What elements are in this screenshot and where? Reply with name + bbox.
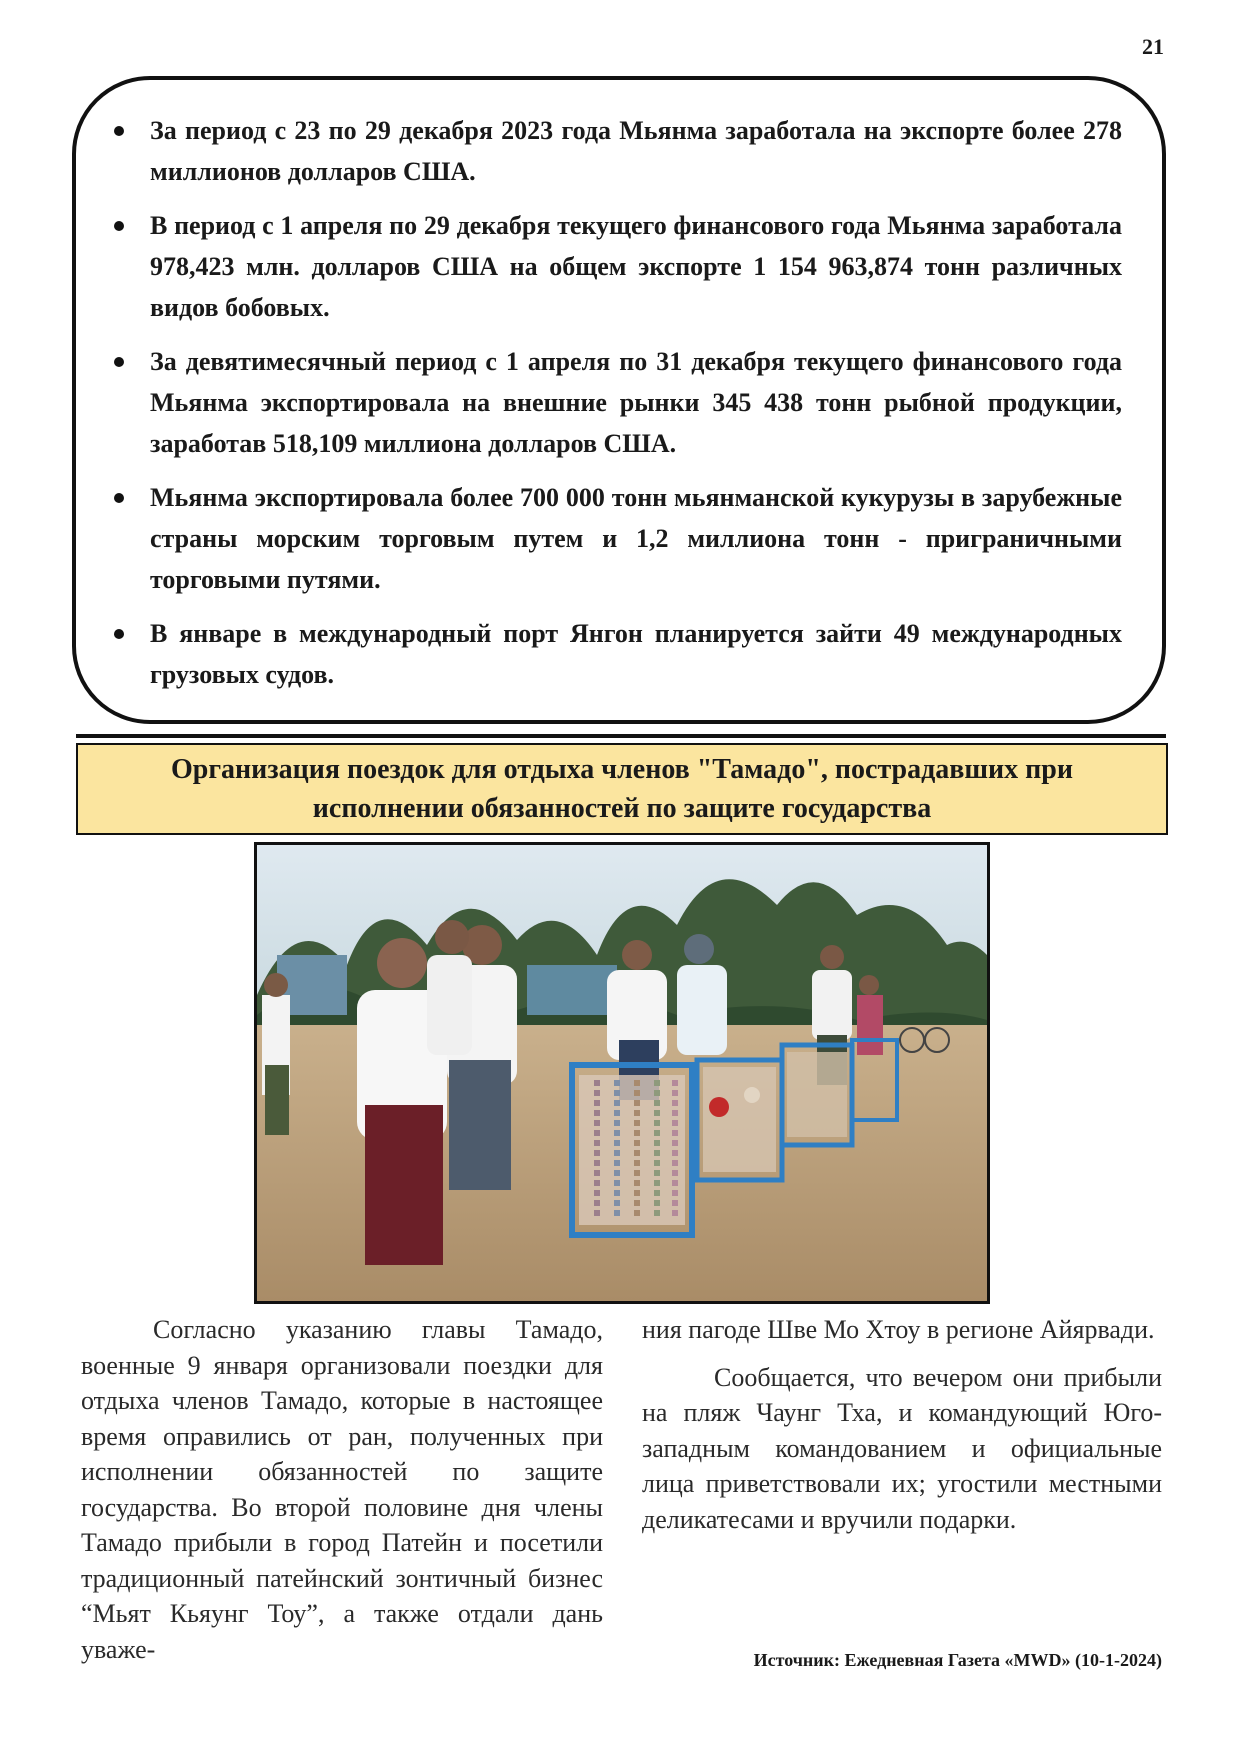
- news-bullet-box: [72, 76, 1166, 724]
- news-bullet-list: [106, 110, 1122, 695]
- bullet-item: [106, 613, 1122, 695]
- article-column-right: [642, 1312, 1162, 1537]
- article-paragraph: Сообщается, что вечером они прибыли на пляж Чаунг Тха, и командующий Юго-западным командованием и официальные лица приветствовали их; угостили местными деликатесами и вручили подарки.: [642, 1362, 1162, 1534]
- beach-scene-illustration: [257, 845, 987, 1301]
- section-divider: [76, 734, 1166, 738]
- bullet-dot-icon: [114, 629, 124, 639]
- bullet-item: [106, 110, 1122, 192]
- article-paragraph: Согласно указанию главы Тамадо, военные 9 января организовали поездки для отдыха членов Тамадо, которые в настоящее время оправились от ран, полученных при исполнении обязанностей по защите государства. Во второй половине дня члены Тамадо прибыли в город Патейн и посетили традиционный патейнский зонтичный бизнес “Мьят Кьяунг Тоу”, а также отдали дань уваже-: [81, 1315, 603, 1664]
- bullet-text: В период с 1 апреля по 29 декабря текущего финансового года Мьянма заработала 978,423 млн. долларов США на общем экспорте 1 154 963,874 тонн различных видов бобовых.: [150, 211, 1122, 322]
- article-headline: Организация поездок для отдыха членов "Тамадо", пострадавших при исполнении обязанностей по защите государства: [76, 743, 1168, 835]
- bullet-text: За период с 23 по 29 декабря 2023 года Мьянма заработала на экспорте более 278 миллионов долларов США.: [150, 116, 1122, 186]
- bullet-text: Мьянма экспортировала более 700 000 тонн мьянманской кукурузы в зарубежные страны морским торговым путем и 1,2 миллиона тонн - приграничными торговыми путями.: [150, 483, 1122, 594]
- bullet-text: В январе в международный порт Янгон планируется зайти 49 международных грузовых судов.: [150, 619, 1122, 689]
- bullet-item: [106, 341, 1122, 464]
- article-column-left: [81, 1312, 603, 1667]
- bullet-dot-icon: [114, 493, 124, 503]
- bullet-item: [106, 205, 1122, 328]
- bullet-dot-icon: [114, 221, 124, 231]
- bullet-text: За девятимесячный период с 1 апреля по 31 декабря текущего финансового года Мьянма экспортировала на внешние рынки 345 438 тонн рыбной продукции, заработав 518,109 миллиона долларов США.: [150, 347, 1122, 458]
- article-paragraph: ния пагоде Шве Мо Хтоу в регионе Айярвади.: [642, 1315, 1155, 1344]
- bullet-item: [106, 477, 1122, 600]
- bullet-dot-icon: [114, 126, 124, 136]
- bullet-dot-icon: [114, 357, 124, 367]
- page-number: 21: [1142, 34, 1164, 59]
- source-citation: Источник: Ежедневная Газета «MWD» (10-1-2024): [753, 1650, 1162, 1670]
- article-photo: [254, 842, 990, 1304]
